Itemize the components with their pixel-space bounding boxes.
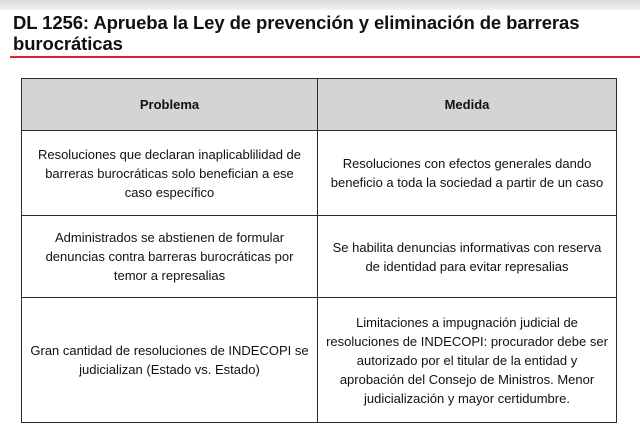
header-problema: Problema bbox=[22, 79, 318, 131]
medida-cell: Limitaciones a impugnación judicial de resoluciones de INDECOPI: procurador debe ser autorizado por el titular de la entidad y aprobación del Consejo de Ministros. Menor judicialización y mayor certidumbre. bbox=[318, 298, 617, 423]
header-medida: Medida bbox=[318, 79, 617, 131]
table-row bbox=[22, 216, 617, 298]
problema-cell: Administrados se abstienen de formular denuncias contra barreras burocráticas por temor a represalias bbox=[22, 216, 318, 298]
top-band bbox=[0, 0, 640, 10]
table-row bbox=[22, 131, 617, 216]
table-row bbox=[22, 298, 617, 423]
comparison-table bbox=[21, 78, 617, 423]
comparison-table-container bbox=[21, 78, 616, 423]
slide-title: DL 1256: Aprueba la Ley de prevención y eliminación de barreras burocráticas bbox=[13, 12, 580, 54]
problema-cell: Resoluciones que declaran inaplicablilidad de barreras burocráticas solo benefician a ese caso específico bbox=[22, 131, 318, 216]
table-header-row bbox=[22, 79, 617, 131]
medida-cell: Se habilita denuncias informativas con reserva de identidad para evitar represalias bbox=[318, 216, 617, 298]
title-underline bbox=[10, 56, 640, 58]
medida-cell: Resoluciones con efectos generales dando beneficio a toda la sociedad a partir de un caso bbox=[318, 131, 617, 216]
problema-cell: Gran cantidad de resoluciones de INDECOPI se judicializan (Estado vs. Estado) bbox=[22, 298, 318, 423]
